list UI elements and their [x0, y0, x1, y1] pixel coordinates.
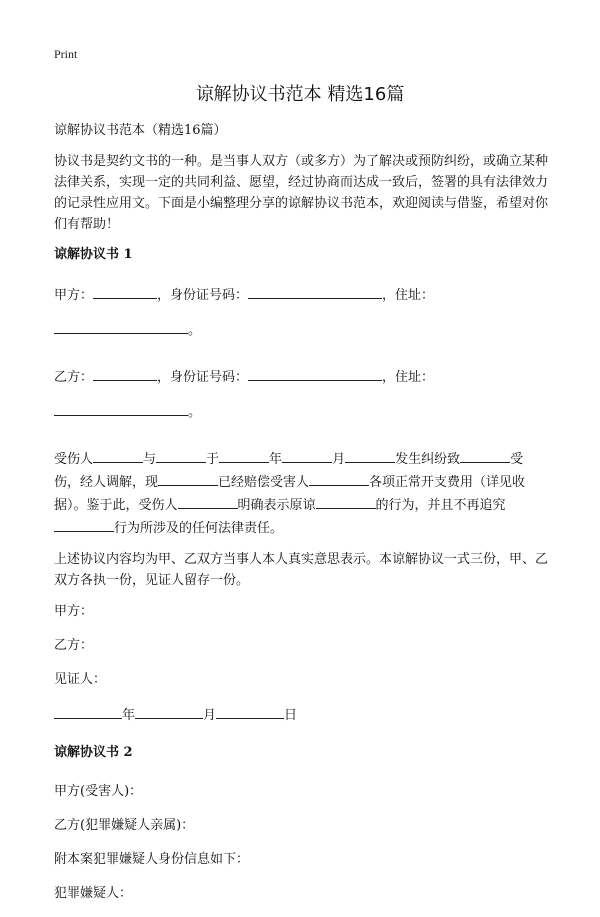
- blank-field: [309, 470, 369, 486]
- document-body: [54, 120, 549, 917]
- blank-field: [216, 703, 284, 719]
- section-heading-2: 谅解协议书 2: [54, 745, 133, 760]
- intro-paragraph: 协议书是契约文书的一种。是当事人双方（或多方）为了解决或预防纠纷，或确立某种法律关系，实现一定的共同利益、愿望，经过协商而达成一致后，签署的具有法律效力的记录性应用文。下面是小编整理分享的谅解协议书范本，欢迎阅读与借鉴，希望对你们有帮助！: [54, 154, 549, 232]
- text-run: 明确表示原谅: [237, 498, 316, 513]
- blank-field: [158, 470, 218, 486]
- party-a-label: 甲方：: [54, 288, 94, 303]
- document-subtitle: 谅解协议书范本（精选16篇）: [54, 123, 227, 138]
- text-run: 的行为，并且不再追究: [375, 498, 506, 513]
- blank-field: [219, 447, 269, 463]
- month-label: 月: [203, 708, 217, 723]
- blank-field: [54, 400, 188, 416]
- id-label: ，身份证号码：: [157, 370, 249, 385]
- text-run: 受伤，经人调解，现: [54, 452, 524, 490]
- suspect-family-line: 乙方(犯罪嫌疑人亲属)：: [54, 818, 195, 833]
- print-link[interactable]: Print: [54, 47, 78, 61]
- text-run: 受伤人: [54, 452, 94, 467]
- party-b-label: 乙方：: [54, 370, 94, 385]
- blank-field: [54, 516, 114, 532]
- signature-party-a: 甲方：: [54, 604, 94, 619]
- blank-field: [178, 493, 238, 509]
- blank-field: [156, 447, 206, 463]
- party-a-line: [54, 283, 549, 306]
- party-b-address-line: [54, 400, 549, 423]
- text-run: 于: [206, 452, 220, 467]
- injury-paragraph: [54, 447, 549, 539]
- victim-party-line: 甲方(受害人)：: [54, 784, 143, 799]
- date-line: [54, 703, 549, 726]
- blank-field: [345, 447, 395, 463]
- party-a-address-line: [54, 318, 549, 341]
- blank-field: [93, 365, 157, 381]
- suspect-line: 犯罪嫌疑人：: [54, 886, 133, 901]
- blank-field: [135, 703, 203, 719]
- text-run: 月: [332, 452, 346, 467]
- text-run: 已经赔偿受害人: [218, 475, 310, 490]
- signature-party-b: 乙方：: [54, 638, 94, 653]
- year-label: 年: [122, 708, 136, 723]
- blank-field: [93, 283, 157, 299]
- blank-field: [316, 493, 376, 509]
- suspect-info-intro: 附本案犯罪嫌疑人身份信息如下：: [54, 852, 250, 867]
- address-label: ，住址：: [382, 370, 435, 385]
- text-run: 年: [269, 452, 283, 467]
- blank-field: [54, 318, 188, 334]
- blank-field: [282, 447, 332, 463]
- party-b-line: [54, 365, 549, 388]
- line-end: 。: [188, 405, 202, 420]
- text-run: 与: [143, 452, 157, 467]
- blank-field: [248, 283, 382, 299]
- page-title: 谅解协议书范本 精选16篇: [195, 84, 405, 105]
- text-run: 发生纠纷致: [395, 452, 461, 467]
- blank-field: [93, 447, 143, 463]
- signature-witness: 见证人：: [54, 672, 107, 687]
- blank-field: [248, 365, 382, 381]
- blank-field: [54, 703, 122, 719]
- day-label: 日: [284, 708, 298, 723]
- text-run: 各项正常开支费用（详见收据）。鉴于此，受伤人: [54, 475, 526, 513]
- line-end: 。: [188, 323, 202, 338]
- blank-field: [460, 447, 510, 463]
- text-run: 行为所涉及的任何法律责任。: [114, 521, 284, 536]
- id-label: ，身份证号码：: [157, 288, 249, 303]
- address-label: ，住址：: [382, 288, 435, 303]
- section-heading-1: 谅解协议书 1: [54, 247, 133, 262]
- agreement-paragraph: 上述协议内容均为甲、乙双方当事人本人真实意思表示。本谅解协议一式三份，甲、乙双方各执一份，见证人留存一份。: [54, 552, 549, 588]
